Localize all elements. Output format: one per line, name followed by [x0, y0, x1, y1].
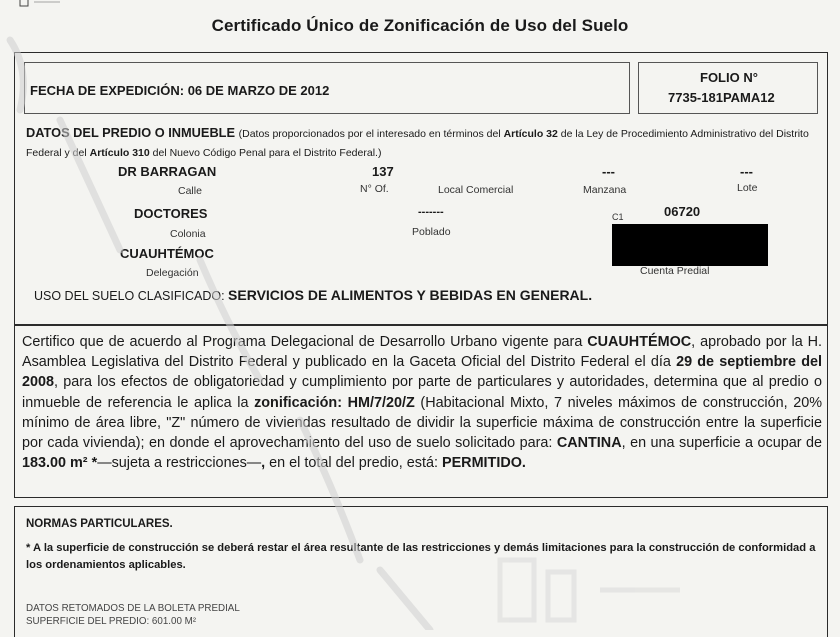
predio-heading-text: DATOS DEL PREDIO O INMUEBLE — [26, 125, 236, 140]
calle-value: DR BARRAGAN — [118, 164, 217, 179]
uso-label: USO DEL SUELO CLASIFICADO: — [34, 289, 229, 303]
manzana-label: Manzana — [583, 184, 627, 196]
delegacion-value: CUAUHTÉMOC — [120, 246, 214, 261]
lote-label: Lote — [737, 182, 758, 194]
folio-value: 7735-181PAMA12 — [668, 90, 775, 105]
manzana-value: --- — [602, 164, 615, 179]
cp-prefix: C1 — [612, 212, 624, 222]
page-title: Certificado Único de Zonificación de Uso del Suelo — [211, 16, 629, 35]
predio-note: (Datos proporcionados por el interesado en términos del Artículo 32 de la Ley de Procedimiento Administrativo del Distrito Federal y del Artículo 310 del Nuevo Código Penal para el Distrito Federal.) — [26, 128, 809, 159]
cp-value: 06720 — [664, 204, 701, 219]
poblado-value: ------- — [418, 206, 444, 218]
uso-suelo — [34, 287, 592, 303]
local-label: Local Comercial — [438, 184, 514, 196]
uso-value: SERVICIOS DE ALIMENTOS Y BEBIDAS EN GENERAL. — [228, 287, 593, 303]
certifico-paragraph: Certifico que de acuerdo al Programa Delegacional de Desarrollo Urbano vigente para CUAUHTÉMOC, aprobado por la H. Asamblea Legislativa del Distrito Federal y publicado en la Gaceta Oficial del Distrito Federal el día 29 de septiembre del 2008, para los efectos de obligatoriedad y cumplimiento por parte de particulares y autoridades, determina que al predio o inmueble de referencia le aplica la zonificación: HM/7/20/Z (Habitacional Mixto, 7 niveles máximos de construcción, 20% mínimo de área libre, "Z" número de viviendas resultado de dividir la superficie máxima de construcción entre la superficie por cada vivienda); en donde el aprovechamiento del uso de suelo solicitado para: CANTINA, en una superficie a ocupar de 183.00 m² *—sujeta a restricciones—, en el total del predio, está: PERMITIDO. — [22, 334, 822, 472]
redacted-cuenta-predial — [612, 224, 768, 266]
fecha-expedicion: FECHA DE EXPEDICIÓN: 06 DE MARZO DE 2012 — [30, 83, 330, 98]
calle-label: Calle — [178, 185, 202, 197]
normas-heading: NORMAS PARTICULARES. — [26, 518, 173, 530]
predio-heading — [26, 124, 826, 162]
normas-note: * A la superficie de construcción se deberá restar el área resultante de las restricciones y demás limitaciones para la construcción de conformidad a los ordenamientos aplicables. — [26, 542, 816, 571]
numero-value: 137 — [372, 164, 394, 179]
retomados-label: DATOS RETOMADOS DE LA BOLETA PREDIAL — [26, 603, 240, 614]
colonia-label: Colonia — [170, 228, 206, 240]
logo-icon — [0, 0, 60, 10]
superficie-predio: SUPERFICIE DEL PREDIO: 601.00 M² — [26, 616, 197, 627]
lote-value: --- — [740, 164, 753, 179]
colonia-value: DOCTORES — [134, 206, 208, 221]
numero-label: N° Of. — [360, 183, 389, 195]
poblado-label: Poblado — [412, 226, 451, 238]
delegacion-label: Delegación — [146, 267, 199, 279]
folio-label: FOLIO N° — [700, 70, 758, 85]
cuenta-label: Cuenta Predial — [640, 265, 710, 277]
